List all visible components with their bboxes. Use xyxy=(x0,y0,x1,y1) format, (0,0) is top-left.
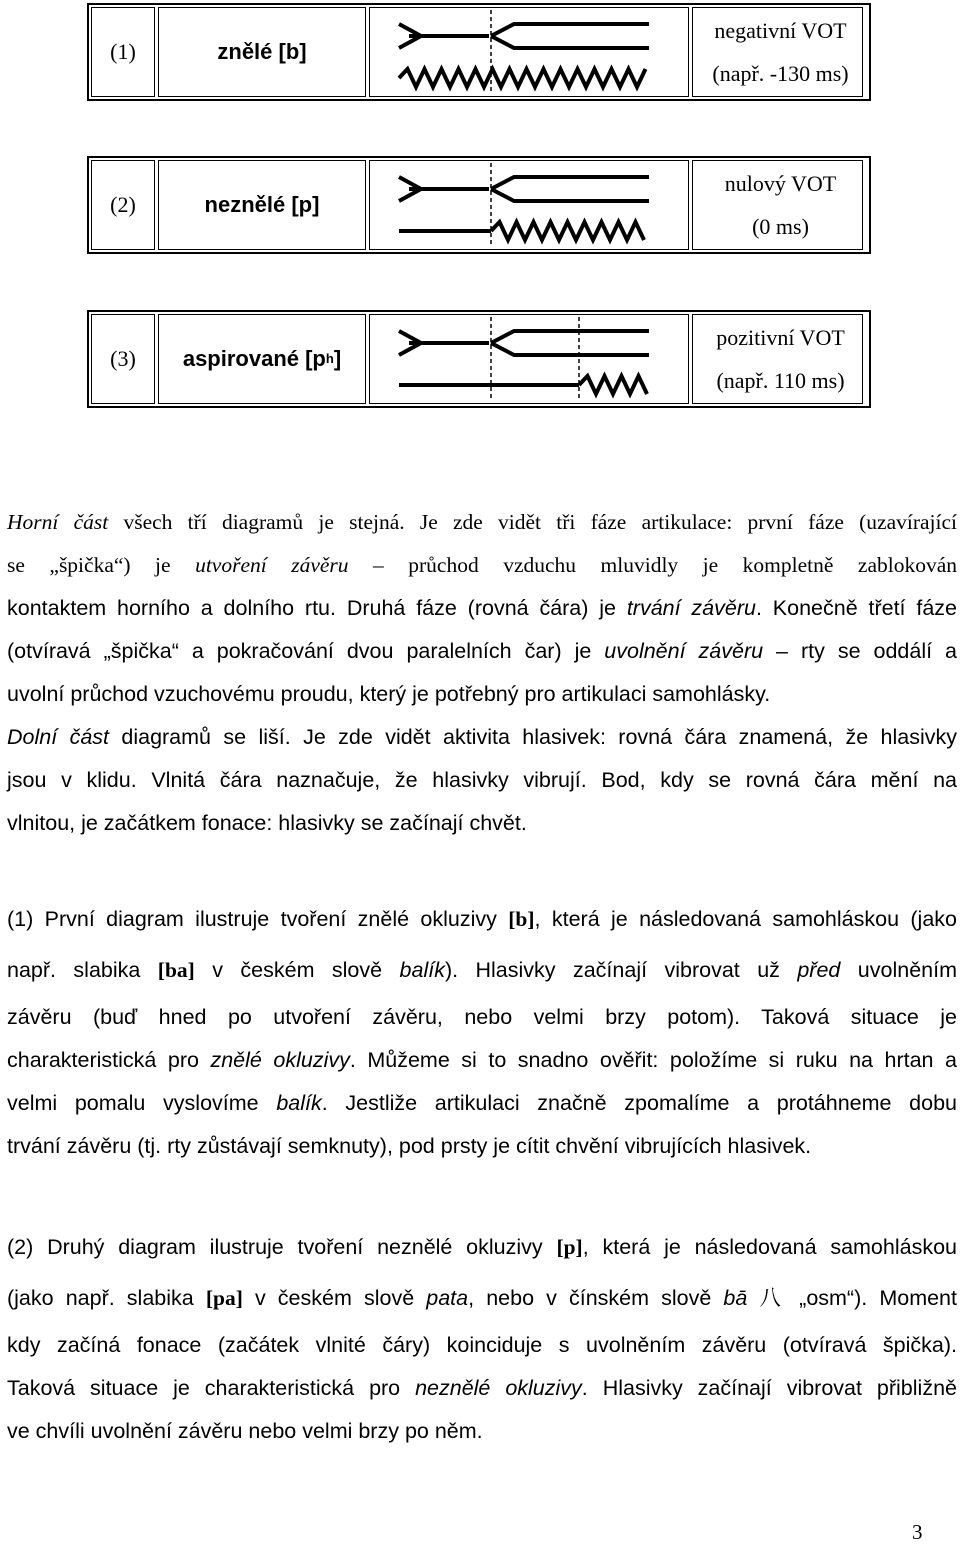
vot-diagram-figure xyxy=(379,8,679,96)
paragraph-diagram-explanation: Horní část všech tří diagramů je stejná. Je zde vidět tři fáze artikulace: první fáze (uzavírající se „špička“) je utvoření závěru – průchod vzduchu mluvidly je kompletně zablokován kontaktem horního a dolního rtu. Druhá fáze (rovná čára) je trvání závěru. Konečně třetí fáze (otvíravá „špička“ a pokračování dvou paralelních čar) je uvolnění závěru – rty se oddálí a uvolní průchod vzuchovému proudu, který je potřebný pro artikulaci samohlásky. Dolní část diagramů se liší. Je zde vidět aktivita hlasivek: rovná čára znamená, že hlasivky jsou v klidu. Vlnitá čára naznačuje, že hlasivky vibrují. Bod, kdy se rovná čára mění na vlnitou, je začátkem fonace: hlasivky se začínají chvět. xyxy=(7,510,958,835)
row-number: (2) xyxy=(91,160,155,250)
vot-description xyxy=(692,314,863,404)
vot-value: (např. 110 ms) xyxy=(716,368,845,393)
vot-type: nulový VOT xyxy=(724,171,837,196)
vot-diagram-row-1 xyxy=(87,3,871,101)
vot-diagram-figure xyxy=(379,315,679,403)
vot-value: (0 ms) xyxy=(752,214,809,239)
vot-type: negativní VOT xyxy=(714,18,847,43)
voicing-wave xyxy=(491,222,644,240)
vot-diagram-row-3 xyxy=(87,310,871,408)
vot-value: (např. -130 ms) xyxy=(712,61,849,86)
vot-type: pozitivní VOT xyxy=(716,325,845,350)
row-number: (3) xyxy=(91,314,155,404)
row-label: aspirované [p h ] xyxy=(158,314,366,404)
page-number: 3 xyxy=(912,1520,923,1544)
articulation-diagram-aspirated xyxy=(369,314,689,404)
articulation-diagram-voiceless xyxy=(369,160,689,250)
articulation-diagram-voiced xyxy=(369,7,689,97)
row-number: (1) xyxy=(91,7,155,97)
voicing-wave xyxy=(399,69,646,87)
row-label: znělé [b] xyxy=(158,7,366,97)
vot-diagram-row-2 xyxy=(87,156,871,254)
vot-description xyxy=(692,160,863,250)
paragraph-voiceless-stop: (2) Druhý diagram ilustruje tvoření neznělé okluzivy [p], která je následovaná samohláskou (jako např. slabika [pa] v českém slově pata, nebo v čínském slově bā 八 „osm“). Moment kdy začíná fonace (začátek vlnité čáry) koinciduje s uvolněním závěru (otvíravá špička). Taková situace je charakteristická pro neznělé okluzivy. Hlasivky začínají vibrovat přibližně ve chvíli uvolnění závěru nebo velmi brzy po něm. xyxy=(7,1235,957,1443)
vot-description xyxy=(692,7,863,97)
paragraph-voiced-stop: (1) První diagram ilustruje tvoření znělé okluzivy [b], která je následovaná samohláskou (jako např. slabika [ba] v českém slově balík). Hlasivky začínají vibrovat už před uvolněním závěru (buď hned po utvoření závěru, nebo velmi brzy potom). Taková situace je charakteristická pro znělé okluzivy. Můžeme si to snadno ověřit: položíme si ruku na hrtan a velmi pomalu vyslovíme balík. Jestliže artikulaci značně zpomalíme a protáhneme dobu trvání závěru (tj. rty zůstávají semknuty), pod prsty je cítit chvění vibrujících hlasivek. xyxy=(7,907,957,1158)
voicing-wave xyxy=(579,376,647,394)
vot-diagram-figure xyxy=(379,161,679,249)
row-label: neznělé [p] xyxy=(158,160,366,250)
